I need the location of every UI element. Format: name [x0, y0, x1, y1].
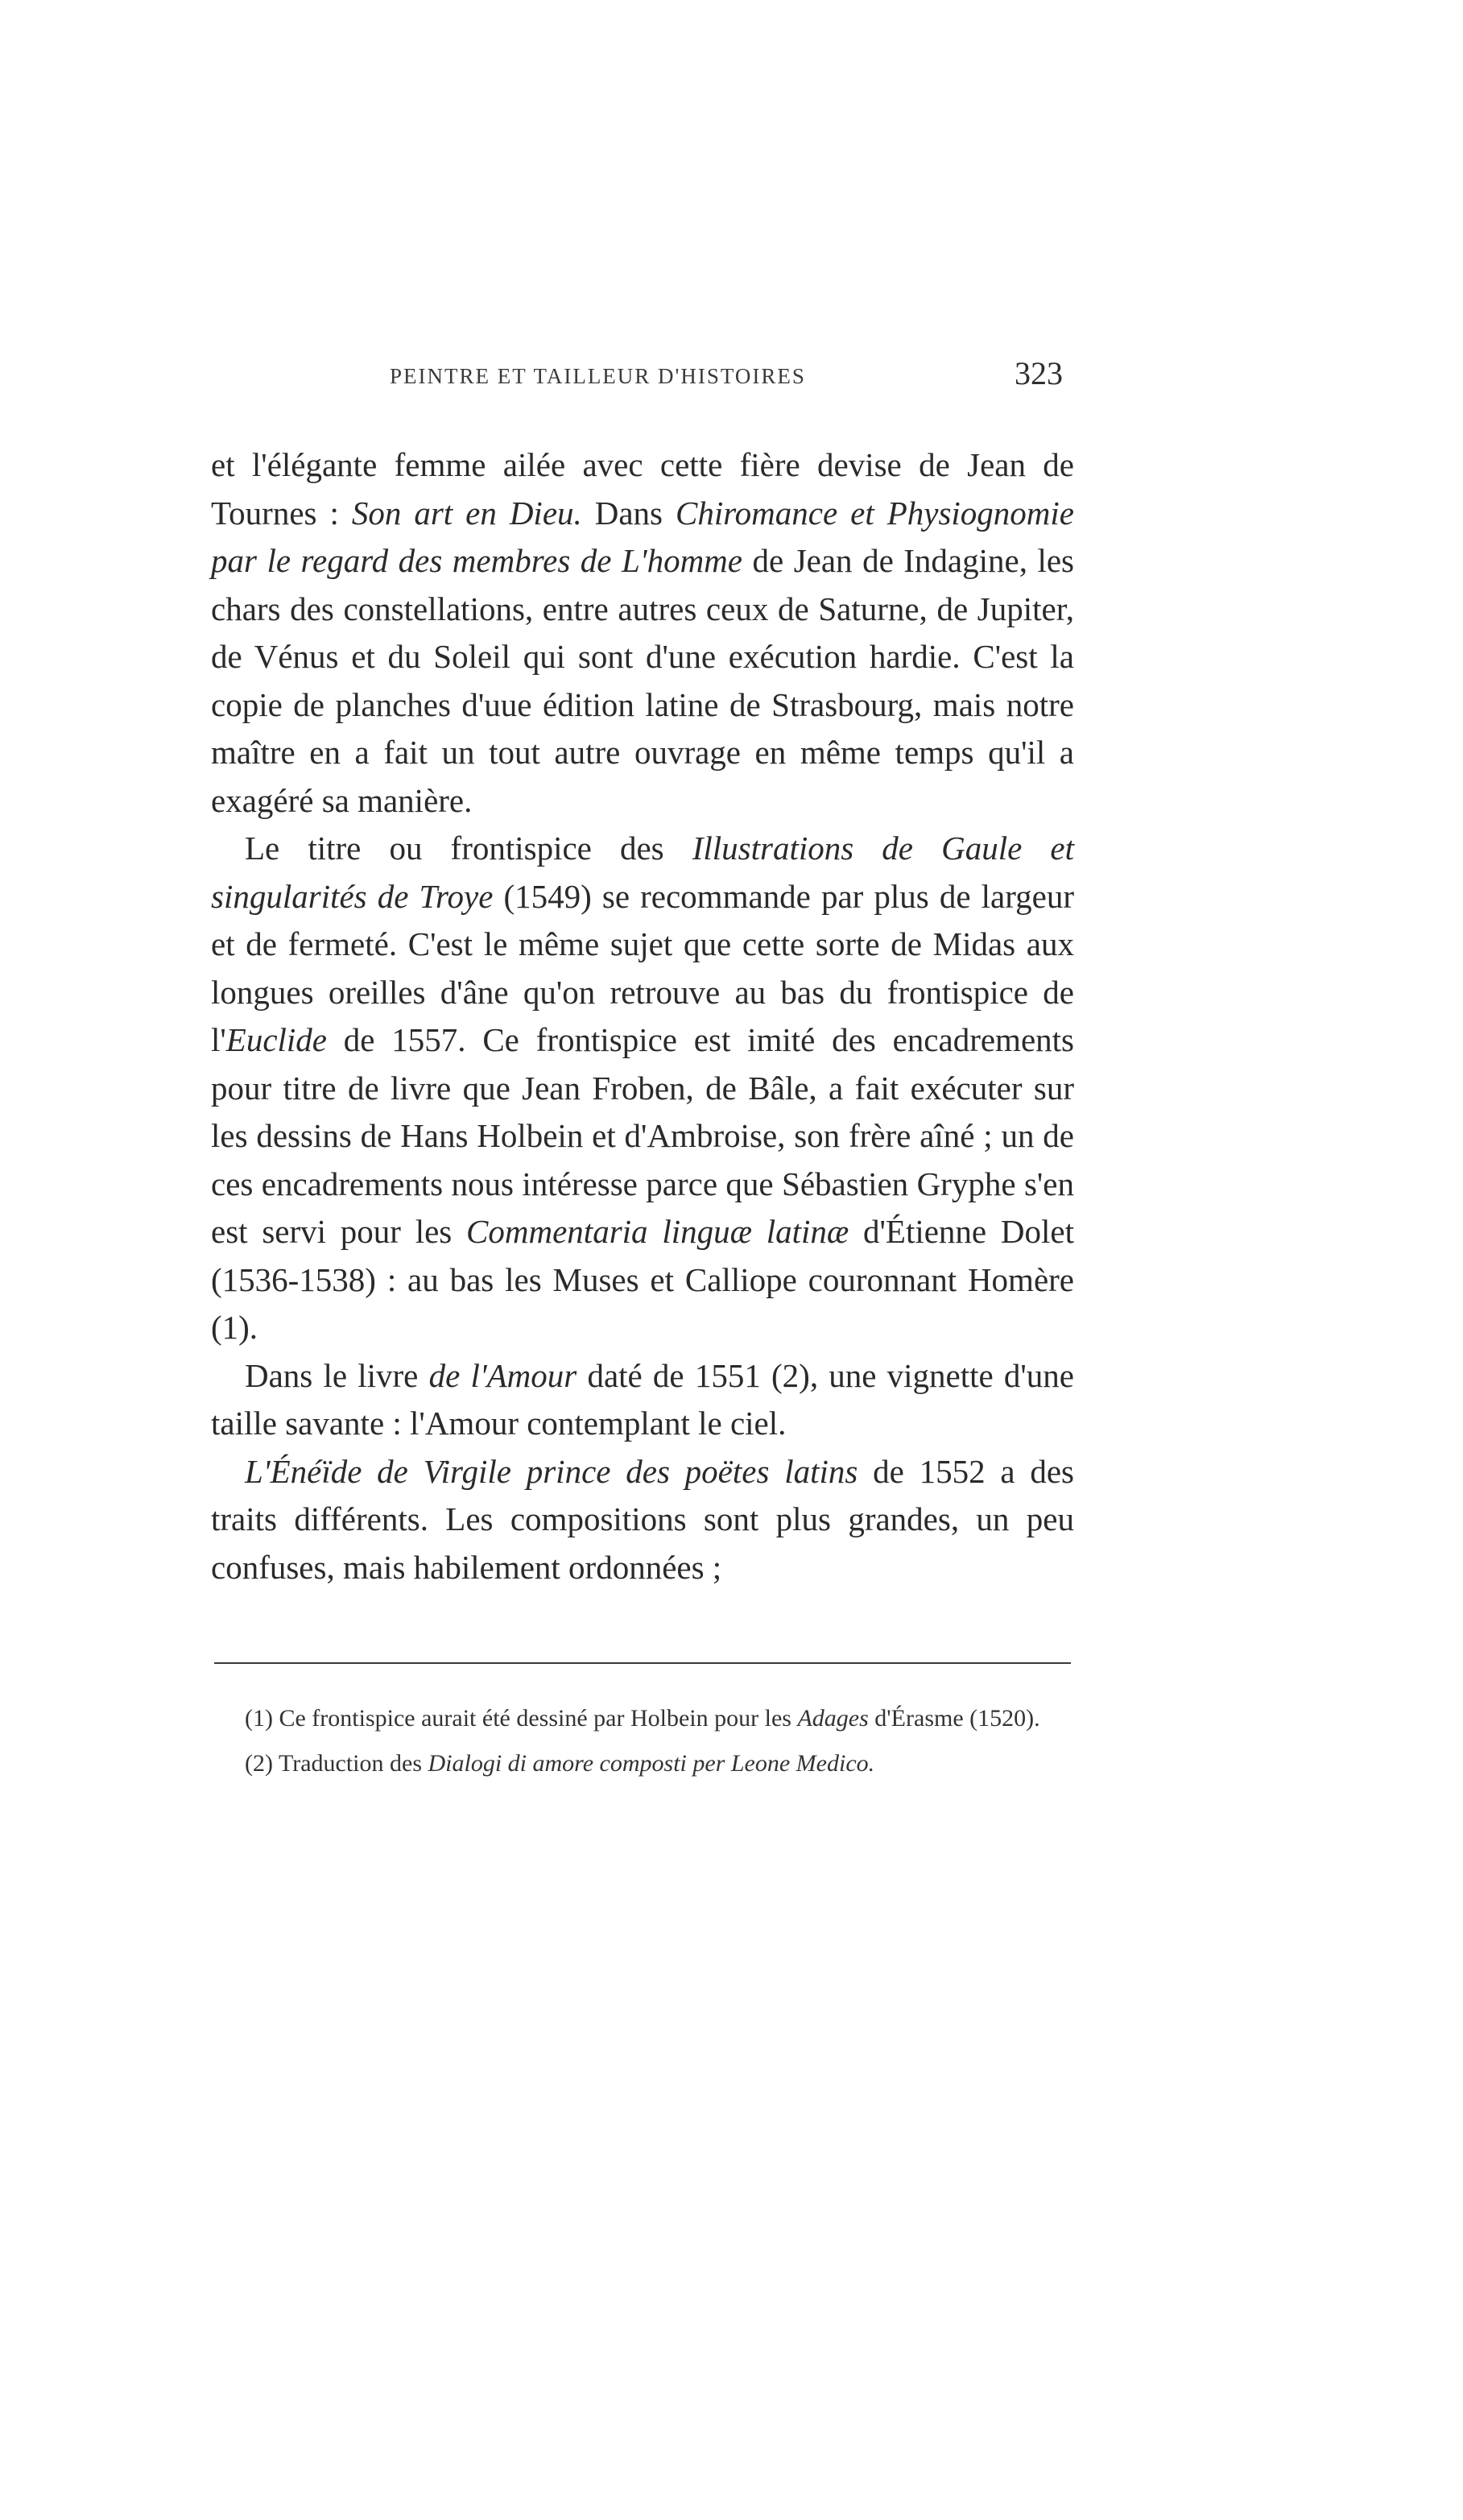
paragraph-4 — [211, 1448, 1074, 1592]
text-run-italic: Son art en Dieu. — [351, 494, 582, 532]
text-run: de Jean de Indagine, les chars des constellations, entre autres ceux de Saturne, de Jupiter, de Vénus et du Soleil qui sont d'une exécution hardie. C'est la copie de planches d'uue édition latine de Strasbourg, mais notre maître en a fait un tout autre ouvrage en même temps qu'il a exagéré sa manière. — [211, 542, 1075, 819]
text-run-italic: de l'Amour — [428, 1356, 577, 1394]
paragraph-3 — [211, 1352, 1074, 1448]
body-text — [211, 441, 1074, 1591]
text-run-italic: Illustrations de Gaule et singularités de Troye — [211, 830, 1074, 915]
paragraph-1 — [211, 441, 1074, 825]
running-head — [211, 354, 1074, 406]
footnote-divider — [214, 1662, 1071, 1664]
running-title: PEINTRE ET TAILLEUR D'HISTOIRES — [390, 364, 806, 388]
text-run-italic: Chiromance et Physiognomie par le regard des membres de L'homme — [211, 494, 1074, 579]
text-run-italic: Dialogi di amore composti per Leone Medico. — [428, 1750, 875, 1777]
text-run: Dans — [581, 494, 676, 532]
text-run: (1) Ce frontispice aurait été dessiné par Holbein pour les — [245, 1705, 798, 1732]
text-run: d'Étienne Dolet (1536-1538) : au bas les Muses et Calliope couronnant Homère (1). — [211, 1213, 1074, 1346]
page-number: 323 — [1015, 355, 1063, 391]
footnote-1 — [211, 1699, 1074, 1738]
text-run: et l'élégante femme ailée avec cette fière devise de Jean de Tournes : — [211, 446, 1074, 532]
paragraph-2 — [211, 825, 1074, 1352]
text-run-italic: Adages — [797, 1705, 869, 1732]
footnotes — [211, 1699, 1074, 1783]
text-run-italic: Euclide — [225, 1021, 328, 1058]
text-run: daté de 1551 (2), une vignette d'une taille savante : l'Amour contemplant le ciel. — [211, 1356, 1075, 1442]
text-run: (2) Traduction des — [245, 1750, 428, 1777]
text-run: de 1552 a des traits différents. Les compositions sont plus grandes, un peu confuses, mais habilement ordonnées ; — [211, 1452, 1074, 1586]
text-run: de 1557. Ce frontispice est imité des encadrements pour titre de livre que Jean Froben, de Bâle, a fait exécuter sur les dessins de Hans Holbein et d'Ambroise, son frère aîné ; un de ces encadrements nous intéresse parce que Sébastien Gryphe s'en est servi pour les — [211, 1021, 1074, 1250]
text-run-italic: Commentaria linguæ latinæ — [466, 1213, 849, 1250]
text-run-italic: L'Énéïde de Virgile prince des poëtes latins — [245, 1452, 858, 1490]
footnote-2 — [211, 1744, 1074, 1783]
text-run: Dans le livre — [245, 1356, 429, 1394]
book-page — [211, 354, 1074, 1783]
text-run: Le titre ou frontispice des — [245, 830, 692, 867]
text-run: d'Érasme (1520). — [868, 1705, 1040, 1732]
text-run: (1549) se recommande par plus de largeur et de fermeté. C'est le même sujet que cette sorte de Midas aux longues oreilles d'âne qu'on retrouve au bas du frontispice de l' — [211, 877, 1074, 1058]
